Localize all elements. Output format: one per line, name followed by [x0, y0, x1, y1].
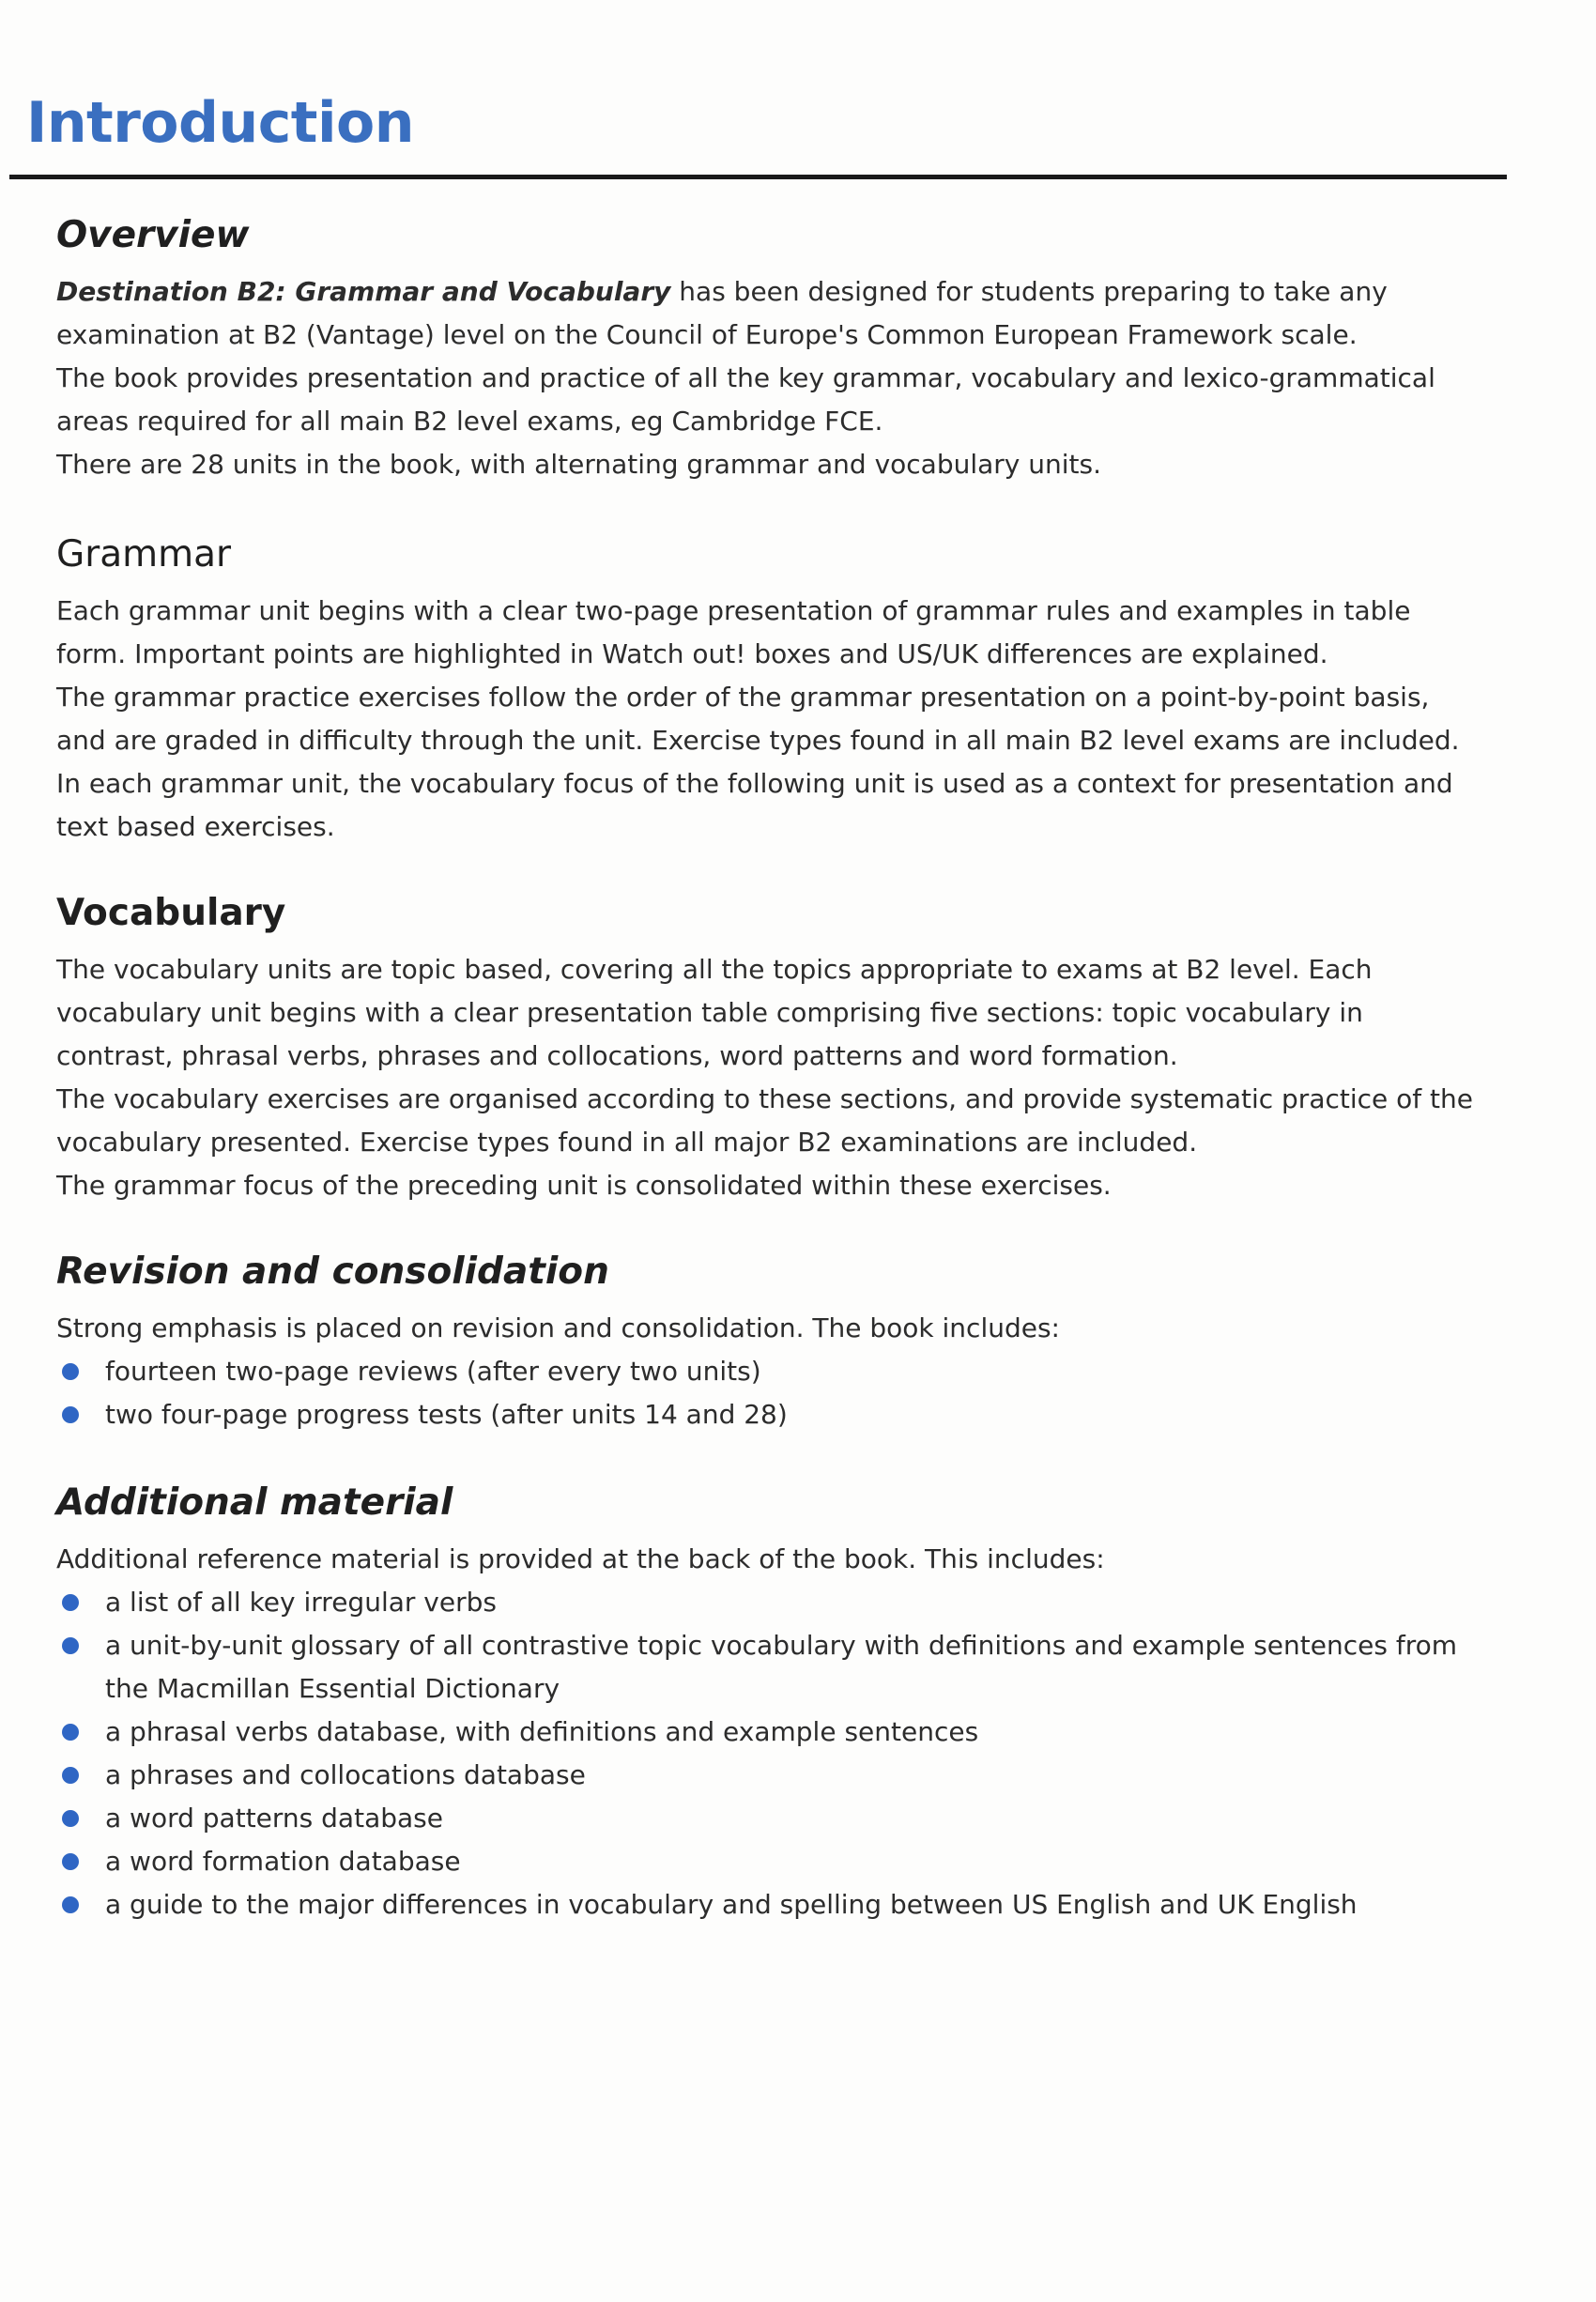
vocabulary-paragraph-1: The vocabulary units are topic based, covering all the topics appropriate to exams at B2 level. Each vocabulary unit begins with a clear presentation table comprising five sections: topic vocabulary in contrast, phrasal verbs, phrases and collocations, word patterns and word formation. [56, 954, 1373, 1071]
bullet-icon [62, 1363, 79, 1380]
list-item-text: a guide to the major differences in vocabulary and spelling between US English and UK English [105, 1889, 1358, 1920]
overview-paragraph-3: There are 28 units in the book, with alternating grammar and vocabulary units. [56, 449, 1101, 480]
book-title: Destination B2: Grammar and Vocabulary [56, 276, 671, 307]
list-item [56, 1350, 1483, 1393]
list-item [56, 1393, 1483, 1436]
list-item [56, 1797, 1483, 1840]
list-item-text: a word patterns database [105, 1803, 443, 1834]
section-vocabulary [56, 890, 1483, 1207]
list-item-text: a phrases and collocations database [105, 1759, 586, 1790]
section-heading-vocabulary: Vocabulary [56, 892, 286, 934]
overview-paragraph-1 [56, 270, 1483, 357]
section-heading-overview: Overview [56, 214, 250, 256]
bullet-icon [62, 1810, 79, 1827]
section-additional [56, 1480, 1483, 1926]
list-item [56, 1581, 1483, 1624]
bullet-icon [62, 1767, 79, 1784]
section-heading-additional: Additional material [56, 1481, 453, 1524]
additional-intro: Additional reference material is provided at the back of the book. This includes: [56, 1543, 1105, 1574]
vocabulary-paragraph-3: The grammar focus of the preceding unit is consolidated within these exercises. [56, 1170, 1112, 1201]
section-heading-grammar: Grammar [56, 533, 232, 576]
bullet-icon [62, 1724, 79, 1741]
overview-paragraph-1-text: has been designed for students preparing to take any examination at B2 (Vantage) level on the Council of Europe's Common European Framework scale. [56, 276, 1388, 350]
bullet-icon [62, 1406, 79, 1423]
bullet-icon [62, 1594, 79, 1611]
page-title: Introduction [26, 90, 414, 156]
list-item-text: a list of all key irregular verbs [105, 1587, 497, 1618]
additional-list [56, 1581, 1483, 1926]
section-heading-revision: Revision and consolidation [56, 1251, 609, 1293]
section-revision [56, 1249, 1483, 1436]
list-item [56, 1711, 1483, 1754]
list-item-text: two four-page progress tests (after units 14 and 28) [105, 1399, 788, 1430]
vocabulary-paragraph-2: The vocabulary exercises are organised according to these sections, and provide systematic practice of the vocabulary presented. Exercise types found in all major B2 examinations are included. [56, 1083, 1473, 1158]
overview-paragraph-2: The book provides presentation and practice of all the key grammar, vocabulary and lexico-grammatical areas required for all main B2 level exams, eg Cambridge FCE. [56, 362, 1435, 437]
section-grammar [56, 531, 1483, 849]
list-item [56, 1883, 1483, 1926]
grammar-paragraph-3: In each grammar unit, the vocabulary focus of the following unit is used as a context for presentation and text based exercises. [56, 768, 1453, 842]
section-overview [56, 212, 1483, 486]
list-item [56, 1754, 1483, 1797]
revision-intro: Strong emphasis is placed on revision and consolidation. The book includes: [56, 1312, 1060, 1343]
list-item [56, 1624, 1483, 1711]
bullet-icon [62, 1896, 79, 1913]
list-item-text: a phrasal verbs database, with definitions and example sentences [105, 1716, 979, 1747]
list-item-text: a unit-by-unit glossary of all contrastive topic vocabulary with definitions and example sentences from the Macmillan Essential Dictionary [105, 1630, 1458, 1704]
list-item-text: fourteen two-page reviews (after every two units) [105, 1356, 761, 1387]
bullet-icon [62, 1637, 79, 1654]
grammar-paragraph-2: The grammar practice exercises follow the order of the grammar presentation on a point-by-point basis, and are graded in difficulty through the unit. Exercise types found in all main B2 level exams are included. [56, 682, 1460, 756]
bullet-icon [62, 1853, 79, 1870]
title-divider [9, 175, 1507, 179]
list-item-text: a word formation database [105, 1846, 461, 1877]
list-item [56, 1840, 1483, 1883]
revision-list [56, 1350, 1483, 1436]
grammar-paragraph-1: Each grammar unit begins with a clear two-page presentation of grammar rules and examples in table form. Important points are highlighted in Watch out! boxes and US/UK differences are explained. [56, 595, 1411, 669]
